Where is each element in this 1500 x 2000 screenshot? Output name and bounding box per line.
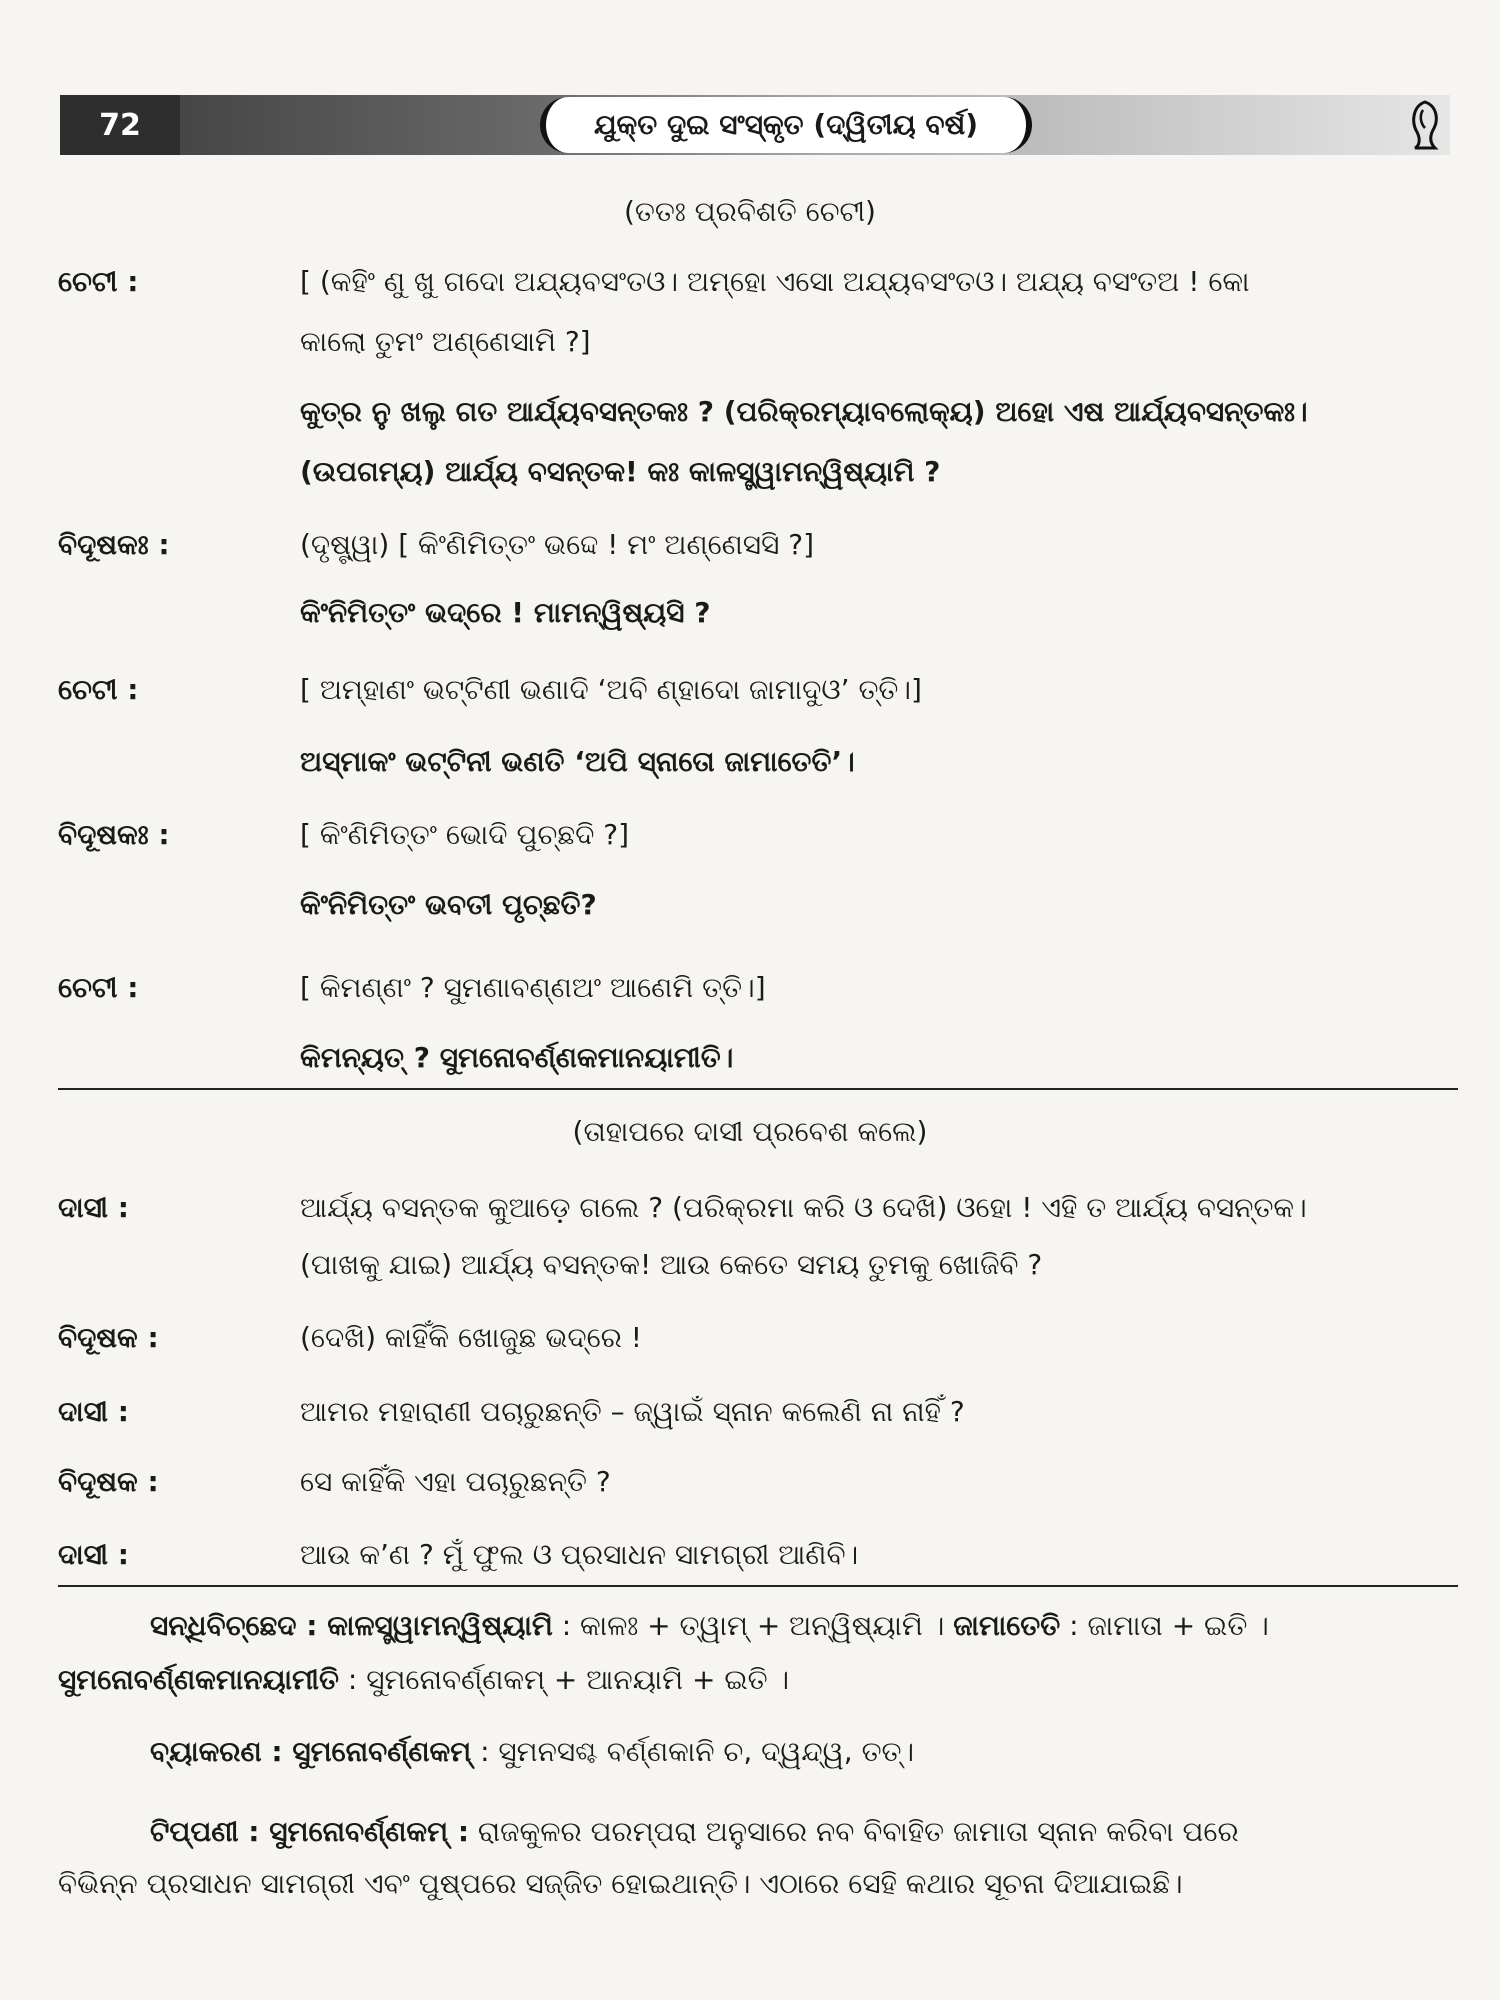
sanskrit-text: କିଂନିମିତ୍ତଂ ଭବତୀ ପୃଚ୍ଛତି?: [300, 888, 597, 921]
stage-direction-2: (ତାହାପରେ ଦାସୀ ପ୍ରବେଶ କଲେ): [572, 1115, 928, 1148]
speaker-ceti: ଚେଟୀ :: [58, 673, 139, 706]
speaker-vidushaka: ବିଦୂଷକଃ :: [58, 818, 170, 851]
sandhi-text: : କାଳଃ + ତ୍ୱାମ୍ + ଅନ୍ୱିଷ୍ୟାମି ।: [561, 1609, 945, 1642]
prakrit-text: (ଦୃଷ୍ଟ୍ୱା) [ କିଂଣିମିତ୍ତଂ ଭଦ୍ଦେ ! ମଂ ଅଣ୍ଣେସସି ?]: [300, 528, 815, 561]
odia-text: ଆମର ମହାରାଣୀ ପଚାରୁଛନ୍ତି – ଜ୍ୱାଇଁ ସ୍ନାନ କଲେଣି ନା ନାହିଁ ?: [300, 1395, 965, 1428]
publisher-logo-icon: [1405, 98, 1445, 152]
section-divider: [58, 1585, 1458, 1587]
speaker-vidushaka: ବିଦୂଷକ :: [58, 1321, 159, 1354]
prakrit-text: [ କିମଣ୍ଣଂ ? ସୁମଣାବଣ୍ଣଅଂ ଆଣେମି ତ୍ତି।]: [300, 971, 766, 1004]
tippani-text: ବିଭିନ୍ନ ପ୍ରସାଧନ ସାମଗ୍ରୀ ଏବଂ ପୁଷ୍ପରେ ସଜ୍ଜିତ ହୋଇଥାନ୍ତି। ଏଠାରେ ସେହି କଥାର ସୂଚନା ଦିଆଯାଇଛି।: [58, 1867, 1183, 1900]
speaker-ceti: ଚେଟୀ :: [58, 971, 139, 1004]
sandhi-note: [58, 1658, 1458, 1702]
speaker-vidushaka: ବିଦୂଷକଃ :: [58, 528, 170, 561]
tippani-text: ରାଜକୁଳର ପରମ୍ପରା ଅନୁସାରେ ନବ ବିବାହିତ ଜାମାତା ସ୍ନାନ କରିବା ପରେ: [477, 1815, 1239, 1848]
book-title: ଯୁକ୍ତ ଦୁଇ ସଂସ୍କୃତ (ଦ୍ୱିତୀୟ ବର୍ଷ): [540, 97, 1032, 153]
prakrit-text: [ କିଂଣିମିତ୍ତଂ ଭୋଦି ପୁଚ୍ଛଦି ?]: [300, 818, 630, 851]
sanskrit-text: କୁତ୍ର ନୁ ଖଲୁ ଗତ ଆର୍ଯ୍ୟବସନ୍ତକଃ ? (ପରିକ୍ରମ୍ୟାବଲୋକ୍ୟ) ଅହୋ ଏଷ ଆର୍ଯ୍ୟବସନ୍ତକଃ।: [300, 395, 1308, 428]
odia-text: ଆର୍ଯ୍ୟ ବସନ୍ତକ କୁଆଡ଼େ ଗଲେ ? (ପରିକ୍ରମା କରି ଓ ଦେଖି) ଓହୋ ! ଏହି ତ ଆର୍ଯ୍ୟ ବସନ୍ତକ।: [300, 1191, 1307, 1224]
sandhi-text: : ଜାମାତା + ଇତି ।: [1069, 1609, 1269, 1642]
speaker-ceti: ଚେଟୀ :: [58, 265, 139, 298]
prakrit-text: [ ଅମ୍ହାଣଂ ଭଟ୍ଟିଣୀ ଭଣାଦି ‘ଅବି ଣ୍ହାଦୋ ଜାମାଦୁଓ’ ତ୍ତି।]: [300, 673, 922, 706]
sanskrit-text: ଅସ୍ମାକଂ ଭଟ୍ଟିନୀ ଭଣତି ‘ଅପି ସ୍ନାତୋ ଜାମାତେତି’।: [300, 745, 855, 778]
prakrit-text: କାଲୋ ତୁମଂ ଅଣ୍ଣେସାମି ?]: [300, 325, 591, 358]
sanskrit-text: କିମନ୍ୟତ୍ ? ସୁମନୋବର୍ଣ୍ଣକମାନୟାମୀତି।: [300, 1041, 734, 1074]
page-number: 72: [60, 95, 180, 155]
tippani-label: ଟିପ୍ପଣୀ : ସୁମନୋବର୍ଣ୍ଣକମ୍ :: [150, 1815, 470, 1848]
sandhi-label: ସନ୍ଧିବିଚ୍ଛେଦ : କାଳସ୍ତ୍ୱାମନ୍ୱିଷ୍ୟାମି: [150, 1609, 553, 1642]
section-divider: [58, 1088, 1458, 1090]
odia-text: ଆଉ କ’ଣ ? ମୁଁ ଫୁଲ ଓ ପ୍ରସାଧନ ସାମଗ୍ରୀ ଆଣିବି।: [300, 1538, 859, 1571]
sandhi-text: : ସୁମନୋବର୍ଣ୍ଣକମ୍ + ଆନୟାମି + ଇତି ।: [347, 1663, 790, 1696]
odia-text: (ଦେଖି) କାହିଁକି ଖୋଜୁଛ ଭଦ୍ରେ !: [300, 1321, 643, 1354]
stage-direction-1: (ତତଃ ପ୍ରବିଶତି ଚେଟୀ): [624, 195, 876, 228]
odia-text: ସେ କାହିଁକି ଏହା ପଚାରୁଛନ୍ତି ?: [300, 1465, 611, 1498]
speaker-vidushaka: ବିଦୂଷକ :: [58, 1465, 159, 1498]
vyakarana-label: ବ୍ୟାକରଣ : ସୁମନୋବର୍ଣ୍ଣକମ୍: [150, 1735, 472, 1768]
sanskrit-text: କିଂନିମିତ୍ତଂ ଭଦ୍ରେ ! ମାମନ୍ୱିଷ୍ୟସି ?: [300, 596, 711, 629]
speaker-dasi: ଦାସୀ :: [58, 1191, 129, 1224]
sandhi-word: ସୁମନୋବର୍ଣ୍ଣକମାନୟାମୀତି: [58, 1663, 339, 1696]
prakrit-text: [ (କହିଂ ଣୁ ଖୁ ଗଦୋ ଅଯ୍ୟବସଂତଓ। ଅମ୍ହୋ ଏସୋ ଅଯ୍ୟବସଂତଓ। ଅଯ୍ୟ ବସଂତଅ ! କୋ: [300, 265, 1250, 298]
tippani-note: [58, 1862, 1458, 1906]
sanskrit-text: (ଉପଗମ୍ୟ) ଆର୍ଯ୍ୟ ବସନ୍ତକ! କଃ କାଳସ୍ତ୍ୱାମନ୍ୱିଷ୍ୟାମି ?: [300, 455, 941, 488]
tippani-note: [58, 1810, 1458, 1854]
vyakarana-note: [58, 1730, 1458, 1774]
vyakarana-text: : ସୁମନସଶ୍ଚ ବର୍ଣ୍ଣକାନି ଚ, ଦ୍ୱନ୍ଦ୍ୱ, ତତ୍।: [480, 1735, 915, 1768]
odia-text: (ପାଖକୁ ଯାଇ) ଆର୍ଯ୍ୟ ବସନ୍ତକ! ଆଉ କେତେ ସମୟ ତୁମକୁ ଖୋଜିବି ?: [300, 1248, 1043, 1281]
sandhi-note: [58, 1604, 1458, 1648]
speaker-dasi: ଦାସୀ :: [58, 1395, 129, 1428]
sandhi-word: ଜାମାତେତି: [953, 1609, 1061, 1642]
speaker-dasi: ଦାସୀ :: [58, 1538, 129, 1571]
